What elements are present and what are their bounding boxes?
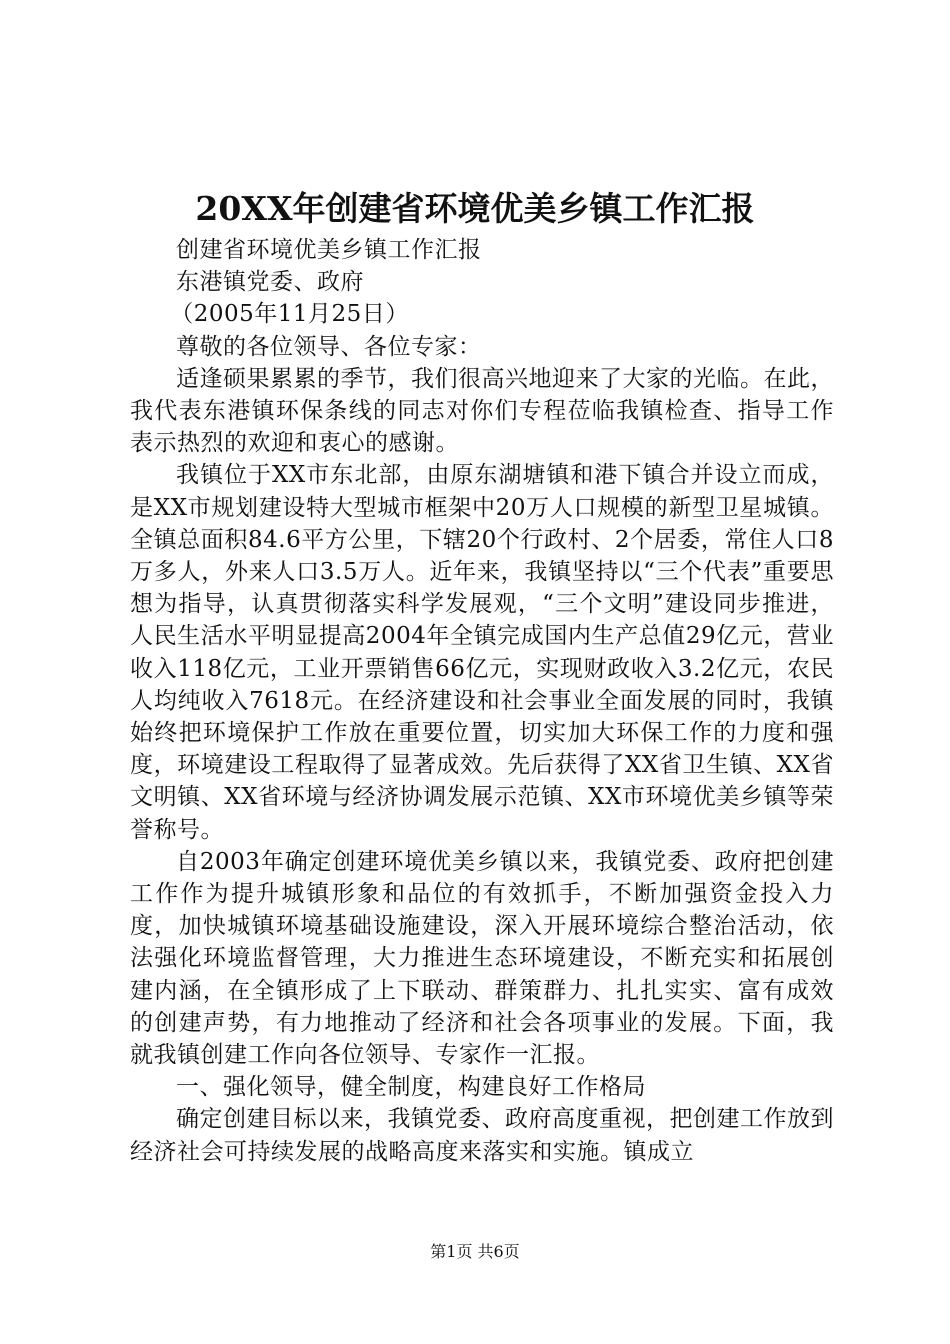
page-footer: 第1页 共6页 xyxy=(430,1242,520,1261)
paragraph-date: （2005年11月25日） xyxy=(170,301,409,328)
paragraph-salutation: 尊敬的各位领导、各位专家： xyxy=(176,333,482,360)
paragraph-leadership: 确定创建目标以来，我镇党委、政府高度重视，把创建工作放到经济社会可持续发展的战略高度来落实和实施。镇成立 xyxy=(130,1106,834,1165)
document-body xyxy=(130,234,834,1168)
section-heading-1: 一、强化领导，健全制度，构建良好工作格局 xyxy=(176,1074,646,1101)
paragraph-overview: 我镇位于XX市东北部，由原东湖塘镇和港下镇合并设立而成，是XX市规划建设特大型城市框架中20万人口规模的新型卫星城镇。全镇总面积84.6平方公里，下辖20个行政村、2个居委，常住人口8万多人，外来人口3.5万人。近年来，我镇坚持以“三个代表”重要思想为指导，认真贯彻落实科学发展观，“三个文明”建设同步推进，人民生活水平明显提高2004年全镇完成国内生产总值29亿元，营业收入118亿元，工业开票销售66亿元，实现财政收入3.2亿元，农民人均纯收入7618元。在经济建设和社会事业全面发展的同时，我镇始终把环境保护工作放在重要位置，切实加大环保工作的力度和强度，环境建设工程取得了显著成效。先后获得了XX省卫生镇、XX省文明镇、XX省环境与经济协调发展示范镇、XX市环境优美乡镇等荣誉称号。 xyxy=(130,462,834,843)
document-title: 20XX年创建省环境优美乡镇工作汇报 xyxy=(195,189,755,228)
paragraph-welcome: 适逢硕果累累的季节，我们很高兴地迎来了大家的光临。在此，我代表东港镇环保条线的同志对你们专程莅临我镇检查、指导工作表示热烈的欢迎和衷心的感谢。 xyxy=(130,365,834,457)
paragraph-since-2003: 自2003年确定创建环境优美乡镇以来，我镇党委、政府把创建工作作为提升城镇形象和品位的有效抓手，不断加强资金投入力度，加快城镇环境基础设施建设，深入开展环境综合整治活动，依法强化环境监督管理，大力推进生态环境建设，不断充实和拓展创建内涵，在全镇形成了上下联动、群策群力、扎扎实实、富有成效的创建声势，有力地推动了经济和社会各项事业的发展。下面，我就我镇创建工作向各位领导、专家作一汇报。 xyxy=(130,848,834,1069)
paragraph-author: 东港镇党委、政府 xyxy=(176,269,364,296)
paragraph-subtitle: 创建省环境优美乡镇工作汇报 xyxy=(176,237,482,263)
